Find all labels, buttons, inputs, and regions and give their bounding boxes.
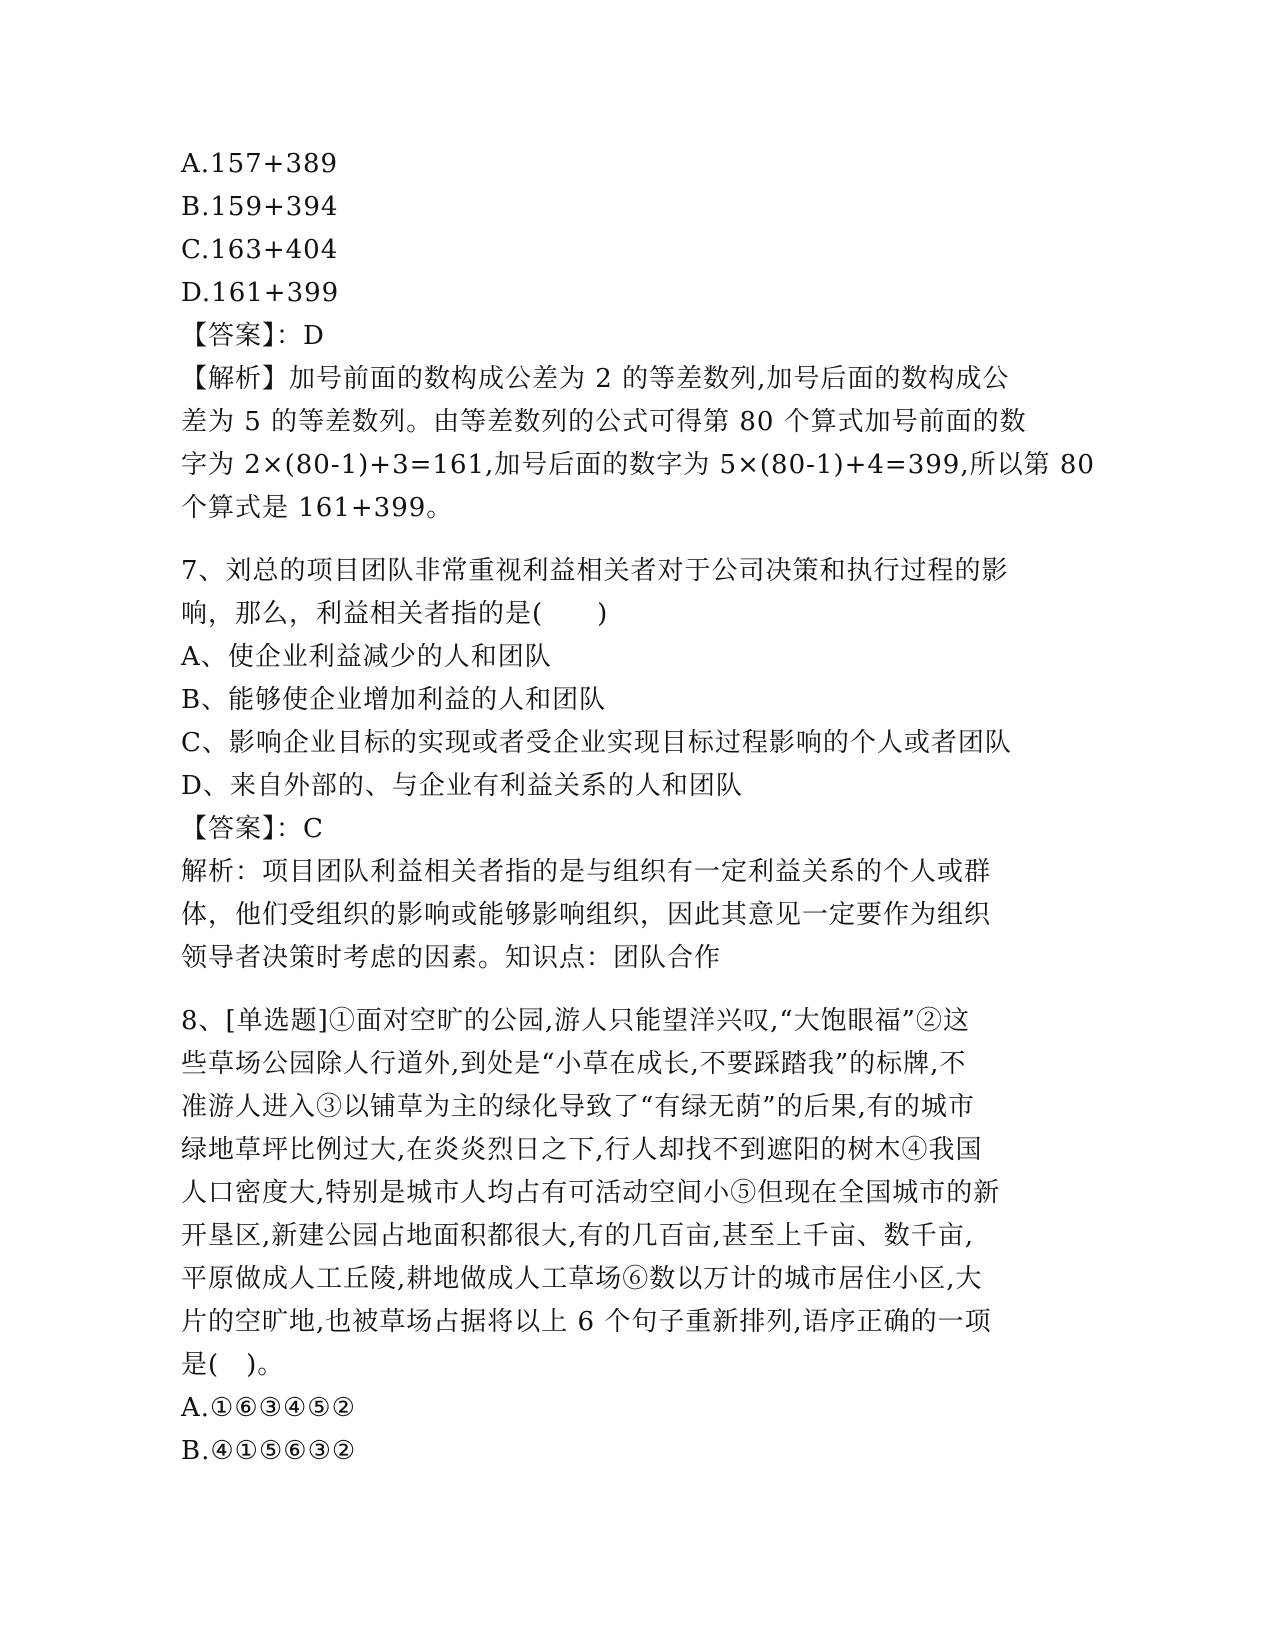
- analysis-line: 个算式是 161+399。: [181, 493, 454, 523]
- analysis-line: 领导者决策时考虑的因素。知识点：团队合作: [181, 943, 722, 973]
- option-b: B.④①⑤⑥③②: [181, 1436, 357, 1466]
- question-stem: [181, 1000, 1081, 1387]
- analysis-line: 字为 2×(80-1)+3=161,加号后面的数字为 5×(80-1)+4=399,所以第 80: [181, 450, 1095, 480]
- spacer: [181, 980, 1081, 1000]
- question-6: [181, 143, 1095, 530]
- stem-line: 是( )。: [181, 1350, 285, 1380]
- stem-line: 人口密度大,特别是城市人均占有可活动空间小⑤但现在全国城市的新: [181, 1178, 1001, 1208]
- stem-line: 7、刘总的项目团队非常重视利益相关者对于公司决策和执行过程的影: [181, 556, 1009, 586]
- analysis-block: [181, 851, 1081, 980]
- option-d: D.161+399: [181, 278, 340, 308]
- option-d: D、来自外部的、与企业有利益关系的人和团队: [181, 771, 743, 801]
- analysis-line: 【解析】加号前面的数构成公差为 2 的等差数列,加号后面的数构成公: [181, 364, 1010, 394]
- option-b: B、能够使企业增加利益的人和团队: [181, 685, 607, 715]
- analysis-line: 差为 5 的等差数列。由等差数列的公式可得第 80 个算式加号前面的数: [181, 407, 1027, 437]
- answer-line: 【答案】：C: [181, 814, 324, 844]
- stem-line: 开垦区,新建公园占地面积都很大,有的几百亩,甚至上千亩、数千亩,: [181, 1221, 975, 1251]
- stem-line: 绿地草坪比例过大,在炎炎烈日之下,行人却找不到遮阳的树木④我国: [181, 1135, 983, 1165]
- question-8: [181, 1000, 1081, 1473]
- analysis-line: 体，他们受组织的影响或能够影响组织，因此其意见一定要作为组织: [181, 900, 992, 930]
- option-c: C.163+404: [181, 235, 339, 265]
- stem-line: 准游人进入③以铺草为主的绿化导致了“有绿无荫”的后果,有的城市: [181, 1092, 975, 1122]
- document-page: [181, 143, 1095, 1473]
- question-7: [181, 550, 1081, 980]
- spacer: [181, 530, 1081, 550]
- analysis-line: 解析：项目团队利益相关者指的是与组织有一定利益关系的个人或群: [181, 857, 992, 887]
- stem-line: 8、[单选题]①面对空旷的公园,游人只能望洋兴叹,“大饱眼福”②这: [181, 1006, 970, 1036]
- option-c: C、影响企业目标的实现或者受企业实现目标过程影响的个人或者团队: [181, 728, 1012, 758]
- option-a: A.①⑥③④⑤②: [181, 1393, 356, 1423]
- option-a: A、使企业利益减少的人和团队: [181, 642, 552, 672]
- option-a: A.157+389: [181, 149, 339, 179]
- stem-line: 响，那么，利益相关者指的是( ): [181, 599, 609, 629]
- analysis-block: [181, 358, 1095, 530]
- stem-line: 片的空旷地,也被草场占据将以上 6 个句子重新排列,语序正确的一项: [181, 1307, 992, 1337]
- option-b: B.159+394: [181, 192, 339, 222]
- stem-line: 些草场公园除人行道外,到处是“小草在成长,不要踩踏我”的标牌,不: [181, 1049, 967, 1079]
- stem-line: 平原做成人工丘陵,耕地做成人工草场⑥数以万计的城市居住小区,大: [181, 1264, 983, 1294]
- question-stem: [181, 550, 1081, 636]
- answer-line: 【答案】：D: [181, 321, 325, 351]
